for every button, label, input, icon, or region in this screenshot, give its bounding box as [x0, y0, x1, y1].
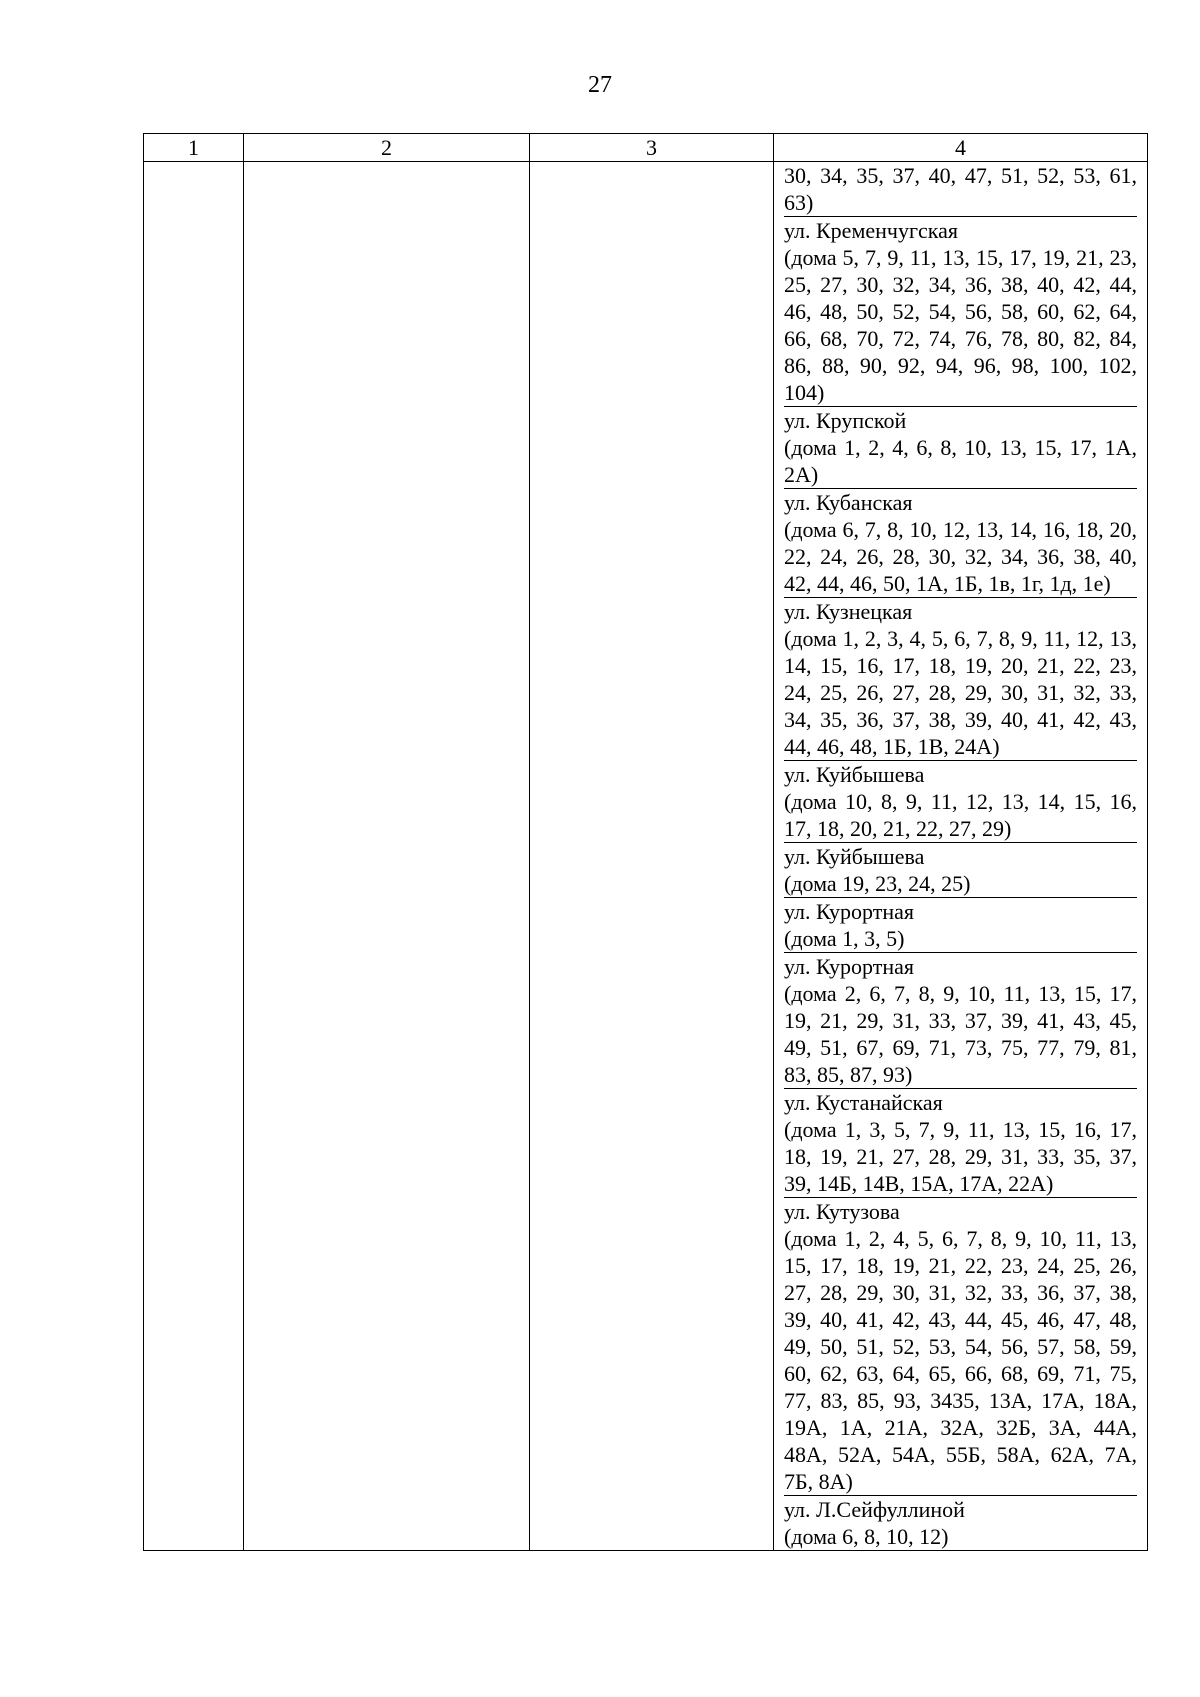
street-name: ул. Куйбышева [784, 844, 925, 869]
house-list: (дома 1, 2, 4, 6, 8, 10, 13, 15, 17, 1А, 2А) [784, 435, 1137, 487]
street-name: ул. Курортная [784, 954, 915, 979]
street-entry [784, 407, 1137, 489]
house-list: (дома 1, 3, 5, 7, 9, 11, 13, 15, 16, 17, 18, 19, 21, 27, 28, 29, 31, 33, 35, 37, 39, 14Б, 14В, 15А, 17А, 22А) [784, 1117, 1137, 1196]
street-name: ул. Крупской [784, 408, 907, 433]
house-list: (дома 6, 8, 10, 12) [784, 1524, 949, 1549]
street-name: ул. Кустанайская [784, 1090, 943, 1115]
street-entry [784, 1198, 1137, 1496]
street-name: ул. Л.Сейфуллиной [784, 1497, 965, 1522]
street-entry [784, 217, 1137, 407]
house-list: (дома 1, 3, 5) [784, 926, 905, 951]
house-list: (дома 6, 7, 8, 10, 12, 13, 14, 16, 18, 20, 22, 24, 26, 28, 30, 32, 34, 36, 38, 40, 42, 44, 46, 50, 1А, 1Б, 1в, 1г, 1д, 1е) [784, 517, 1137, 596]
house-list: (дома 19, 23, 24, 25) [784, 871, 971, 896]
column-header-3: 3 [530, 134, 774, 162]
street-entry [784, 1089, 1137, 1198]
street-name: ул. Кутузова [784, 1199, 900, 1224]
street-name: ул. Курортная [784, 899, 915, 924]
street-list-cell [774, 162, 1148, 1551]
street-entry [784, 843, 1137, 898]
street-name: ул. Кубанская [784, 490, 913, 515]
column-header-4: 4 [774, 134, 1148, 162]
house-list: (дома 1, 2, 4, 5, 6, 7, 8, 9, 10, 11, 13, 15, 17, 18, 19, 21, 22, 23, 24, 25, 26, 27, 28, 29, 30, 31, 32, 33, 36, 37, 38, 39, 40, 41, 42, 43, 44, 45, 46, 47, 48, 49, 50, 51, 52, 53, 54, 56, 57, 58, 59, 60, 62, 63, 64, 65, 66, 68, 69, 71, 75, 77, 83, 85, 93, 3435, 13А, 17А, 18А, 19А, 1А, 21А, 32А, 32Б, 3А, 44А, 48А, 52А, 54А, 55Б, 58А, 62А, 7А, 7Б, 8А) [784, 1226, 1137, 1494]
address-table [143, 133, 1148, 1551]
column-header-1: 1 [144, 134, 244, 162]
column-header-2: 2 [244, 134, 530, 162]
house-list: (дома 1, 2, 3, 4, 5, 6, 7, 8, 9, 11, 12, 13, 14, 15, 16, 17, 18, 19, 20, 21, 22, 23, 24, 25, 26, 27, 28, 29, 30, 31, 32, 33, 34, 35, 36, 37, 38, 39, 40, 41, 42, 43, 44, 46, 48, 1Б, 1В, 24А) [784, 626, 1137, 759]
street-entry [784, 953, 1137, 1089]
street-entry [784, 898, 1137, 953]
house-list: (дома 10, 8, 9, 11, 12, 13, 14, 15, 16, 17, 18, 20, 21, 22, 27, 29) [784, 789, 1137, 841]
house-list: (дома 5, 7, 9, 11, 13, 15, 17, 19, 21, 23, 25, 27, 30, 32, 34, 36, 38, 40, 42, 44, 46, 48, 50, 52, 54, 56, 58, 60, 62, 64, 66, 68, 70, 72, 74, 76, 78, 80, 82, 84, 86, 88, 90, 92, 94, 96, 98, 100, 102, 104) [784, 245, 1137, 405]
street-entry [784, 489, 1137, 598]
street-entry [784, 598, 1137, 761]
table-header-row [144, 134, 1148, 162]
street-entry [784, 1496, 1137, 1550]
page-number: 27 [588, 72, 612, 98]
column-2-cell [244, 162, 530, 1551]
house-list: (дома 2, 6, 7, 8, 9, 10, 11, 13, 15, 17, 19, 21, 29, 31, 33, 37, 39, 41, 43, 45, 49, 51, 67, 69, 71, 73, 75, 77, 79, 81, 83, 85, 87, 93) [784, 981, 1137, 1087]
street-name: ул. Кузнецкая [784, 599, 913, 624]
house-list: 30, 34, 35, 37, 40, 47, 51, 52, 53, 61, 63) [784, 163, 1137, 215]
table-row [144, 162, 1148, 1551]
street-entry-continuation [784, 162, 1137, 217]
street-name: ул. Кременчугская [784, 218, 959, 243]
column-1-cell [144, 162, 244, 1551]
column-3-cell [530, 162, 774, 1551]
street-name: ул. Куйбышева [784, 762, 925, 787]
street-entry [784, 761, 1137, 843]
